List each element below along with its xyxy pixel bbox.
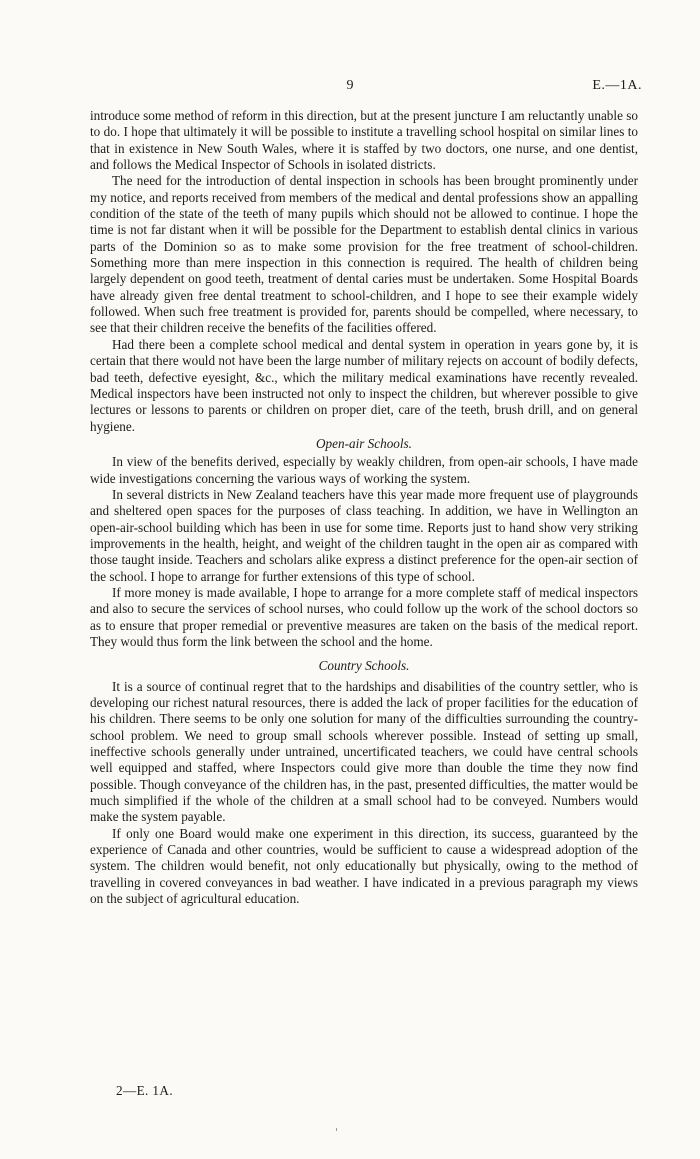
heading-open-air-schools: Open-air Schools. (316, 435, 412, 451)
paragraph-open-air-benefits: In view of the benefits derived, especially by weakly children, from open-air schools, I have made wide investigations concerning the various ways of working the system. (90, 454, 638, 486)
page-number: 9 (346, 78, 354, 93)
paragraph-board-experiment: If only one Board would make one experiment in this direction, its success, guaranteed by the experience of Canada and other countries, would be sufficient to cause a widespread adoption of the system. The children would benefit, not only educationally but physically, owing to the method of travelling in covered conveyances in bad weather. I have indicated in a previous paragraph my views on the subject of agricultural education. (90, 825, 638, 907)
paragraph-new-zealand-districts: In several districts in New Zealand teachers have this year made more frequent use of playgrounds and sheltered open spaces for the purposes of class teaching. In addition, we have in Wellington an open-air-school building which has been in use for some time. Reports just to hand show very striking improvements in the health, height, and weight of the children taught in the open air as compared with those taught inside. Teachers and scholars alike express a distinct preference for the open-air section of the school. I hope to arrange for further extensions of this type of school. (90, 486, 638, 584)
paragraph-medical-system: Had there been a complete school medical and dental system in operation in years gone by, it is certain that there would not have been the large number of military rejects on account of bodily defects, bad teeth, defective eyesight, &c., which the military medical examinations have recently revealed. Medical inspectors have been instructed not only to inspect the children, but wherever possible to give lectures or lessons to parents or children on proper diet, care of the teeth, brush drill, and on general hygiene. (90, 336, 638, 434)
signature-mark: 2—E. 1A. (116, 1083, 174, 1098)
paragraph-school-nurses: If more money is made available, I hope to arrange for a more complete staff of medical inspectors and also to secure the services of school nurses, who could follow up the work of the school doctors so as to ensure that proper remedial or preventive measures are taken on the basis of the medical report. They would thus form the link between the school and the home. (90, 584, 638, 649)
paragraph-reform: introduce some method of reform in this direction, but at the present juncture I am reluctantly unable so to do. I hope that ultimately it will be possible to institute a travelling school hospital on similar lines to that in existence in New South Wales, where it is staffed by two doctors, one nurse, and one dentist, and follows the Medical Inspector of Schools in isolated districts. (90, 108, 638, 173)
paragraph-country-settler: It is a source of continual regret that to the hardships and disabilities of the country settler, who is developing our richest natural resources, there is added the lack of proper facilities for the education of his children. There seems to be only one solution for many of the difficulties surrounding the country-school problem. We need to group small schools wherever possible. Instead of setting up small, ineffective schools generally under untrained, uncertificated teachers, we could have central schools well equipped and staffed, where Inspectors could give more than double the time they now find possible. Though conveyance of the children has, in the past, presented difficulties, the matter would be much simplified if the whole of the children at a small school had to be conveyed. Numbers would make the system payable. (90, 678, 638, 825)
paragraph-dental-inspection: The need for the introduction of dental inspection in schools has been brought prominently under my notice, and reports received from members of the medical and dental professions show an appalling condition of the state of the teeth of many pupils which should not be allowed to continue. I hope the time is not far distant when it will be possible for the Department to establish dental clinics in various parts of the Dominion so as to make some provision for the free treatment of school-children. Something more than mere inspection in this connection is required. The health of children being largely dependent on good teeth, treatment of dental caries must be undertaken. Some Hospital Boards have already given free dental treatment to school-children, and I hope to see their example widely followed. When such free treatment is provided for, parents should be compelled, where necessary, to see that their children receive the benefits of the facilities offered. (90, 173, 638, 336)
page-body (90, 108, 638, 908)
scan-mark (336, 1128, 337, 1131)
heading-country-schools: Country Schools. (318, 658, 410, 674)
document-reference: E.—1A. (592, 78, 642, 93)
